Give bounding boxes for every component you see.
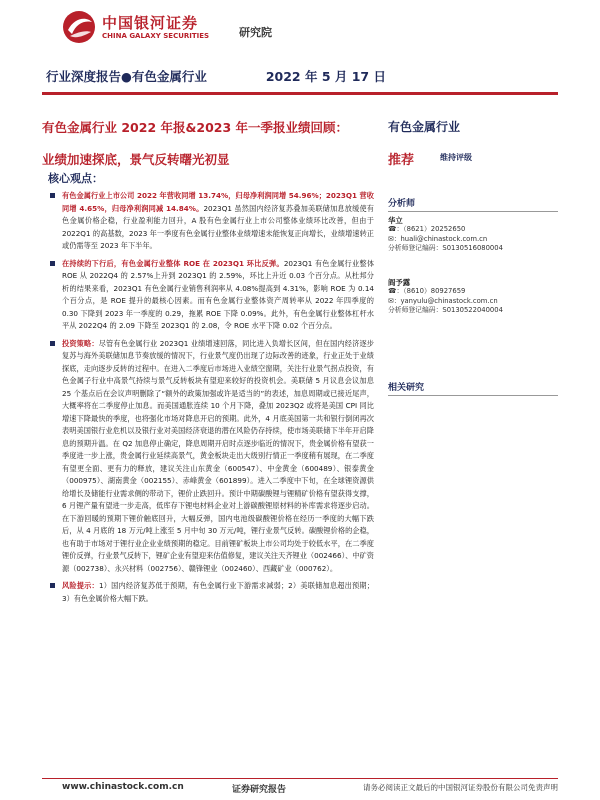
brand-name-cn: 中国银河证券 [102, 14, 199, 32]
header-divider [42, 92, 558, 95]
bullet-icon [50, 341, 55, 346]
core-views-label: 核心观点： [48, 172, 103, 185]
report-title [42, 118, 372, 168]
footer-report-label: 证券研究报告 [232, 785, 287, 795]
paragraph-highlight: 有色金属行业上市公司 2022 年营收同增 13.74%，归母净利润同增 54.96%；2023Q1 营收同增 4.65%，归母净利润同减 14.84%。 [62, 191, 374, 213]
analyst-cert: 分析师登记编码：S0130522040004 [388, 306, 503, 315]
brand-unit: 研究院 [239, 26, 272, 39]
analyst-email[interactable]: ✉：yanyulu@chinastock.com.cn [388, 296, 498, 305]
paragraph-highlight: 在持续的下行后，有色金属行业整体 ROE 在 2023Q1 环比反弹。 [62, 258, 284, 268]
analysts-heading: 分析师 [388, 196, 558, 212]
related-research-heading: 相关研究 [388, 380, 558, 396]
core-paragraph-3 [62, 338, 374, 576]
analyst-name: 阎予露 [388, 278, 411, 287]
paragraph-highlight: 投资策略： [62, 338, 99, 348]
brand-logo [62, 8, 272, 46]
title-line-1: 有色金属行业 2022 年报&2023 年一季报业绩回顾： [42, 120, 349, 135]
rating-value: 推荐 [388, 153, 415, 168]
report-header [42, 60, 558, 92]
rating-row [388, 149, 558, 167]
bullet-icon [50, 261, 55, 266]
rating-note: 维持评级 [440, 153, 472, 162]
report-type: 行业深度报告●有色金属行业 [46, 69, 207, 84]
paragraph-text: 1）国内经济复苏低于预期，有色金属行业下游需求减弱；2）美联储加息超出预期；3）有色金属价格大幅下跌。 [62, 581, 374, 603]
analyst-name: 华立 [388, 216, 403, 225]
sidebar-rating [388, 118, 558, 167]
analyst-card [388, 216, 558, 254]
analyst-cert: 分析师登记编码：S0130516080004 [388, 244, 503, 253]
report-date: 2022 年 5 月 17 日 [265, 69, 386, 84]
brand-name-en: CHINA GALAXY SECURITIES [102, 32, 210, 40]
paragraph-highlight: 风险提示： [62, 581, 99, 590]
bullet-icon [50, 583, 55, 588]
core-paragraph-2 [62, 258, 374, 333]
paragraph-text: 2023Q1 有色金属行业整体 ROE 从 2022Q4 的 2.57%上升到 2023Q1 的 2.59%，环比上升近 0.03 个百分点。从杜邦分析的结果来看，2023Q1 有色金属行业销售利润率从 4.08%提高到 4.31%，影响 ROE 为 0.14 个百分点，是 ROE 提升的最核心因素。而有色金属行业整体资产周转率从 2022 年四季度的 0.30 下降到 2023 年一季度的 0.29，拖累 ROE 下降 0.09%。此外，有色金属行业整体杠杆水平从 2022Q4 的 2.09 下降至 2023Q1 的 2.08，令 ROE 水平下降 0.02 个百分点。 [62, 258, 375, 330]
analyst-card [388, 278, 558, 316]
analyst-email[interactable]: ✉：huali@chinastock.com.cn [388, 234, 488, 243]
footer-website-link[interactable]: www.chinastock.com.cn [62, 782, 184, 792]
analyst-phone: ☎：（8610）80927659 [388, 287, 466, 296]
paragraph-text: 尽管有色金属行业 2023Q1 业绩增速回落，同比进入负增长区间，但在国内经济逐步复苏与海外美联储加息节奏放缓的情况下，行业景气度仍出现了边际改善的迹象，行业正处于业绩探底，走向逐步反转的过程中。在进入二季度后市场进入业绩空窗期，关注行业景气拐点投资，有色金属子行业中高景气持续与景气反转板块有望迎来较好的投资机会。美联储 5 月议息会议加息 25 个基点后在会议声明删除了“额外的政策加强或许是适当的”的表述，加息周期或已接近尾声，大概率将在二季度停止加息。而美国通胀连续 10 个月下降，叠加 2023Q2 或将是美国 CPI 同比增速下降最快的季度，也将强化市场对降息开启的预期。此外，4 月底美国第一共和银行倒闭再次表明美国银行业危机以及银行业对美国经济衰退的潜在风险仍存持续，使市场美联储下半年开启降息的预期升温。在 Q2 加息停止确定，降息周期开启时点逐步临近的情况下，贵金属价格有望获一季度进一步上涨，贵金属行业延续高景气，黄金板块走出大级别行情正一季度稍有展现，在二季度有望更全面、更有力的释放，建议关注山东黄金（600547）、中金黄金（600489）、银泰黄金（000975）、湖南黄金（002155）、赤峰黄金（601899）。进入二季度中下旬，在全球锂资源供给增长及储能行业需求侧的带动下，锂价止跌回升。预计中期碳酸锂与锂精矿价格有望获得支撑，6 月锂产量有望进一步走高，低库存下锂电材料企业对上游碳酸锂原材料的补库需求将逐步启动。在下游回暖的预期下锂价触底回升，大幅反弹，国内电池级碳酸锂价格在经历一季度的大幅下跌后，从 4 月底的 18 万元/吨上涨至 5 月中旬 30 万元/吨，锂行业景气反转。碳酸锂价格的企稳，也有助于市场对于锂行业企业业绩预期的稳定。目前锂矿板块上市公司均处于较低水平，在二季度锂价反弹，行业景气反转下，锂矿企业有望迎来估值修复，建议关注天齐锂业（002466）、中矿资源（002738）、永兴材料（002756）、赣锋锂业（002460）、西藏矿业（000762）。 [62, 338, 374, 573]
title-line-2: 业绩加速探底，景气反转曙光初显 [42, 152, 230, 167]
core-views-body [62, 190, 374, 610]
paragraph-text: 2023Q1 虽然国内经济复苏叠加美联储加息放缓使有色金属价格企稳，行业盈利能力回升，A 股有色金属行业上市公司整体业绩环比改善，但由于 2022Q1 的高基数，2023 年一季度有色金属行业整体业绩增速未能恢复正向增长，业绩增速转正或仍需等至 2023 年下半年。 [62, 203, 374, 250]
analyst-phone: ☎：（8621）20252650 [388, 225, 466, 234]
core-paragraph-4 [62, 580, 374, 605]
footer-divider [42, 778, 558, 779]
industry-name: 有色金属行业 [388, 120, 461, 134]
core-paragraph-1 [62, 190, 374, 253]
galaxy-logo-icon [62, 10, 96, 44]
footer-disclaimer: 请务必阅读正文最后的中国银河证券股份有限公司免责声明 [363, 783, 558, 792]
bullet-icon [50, 193, 55, 198]
